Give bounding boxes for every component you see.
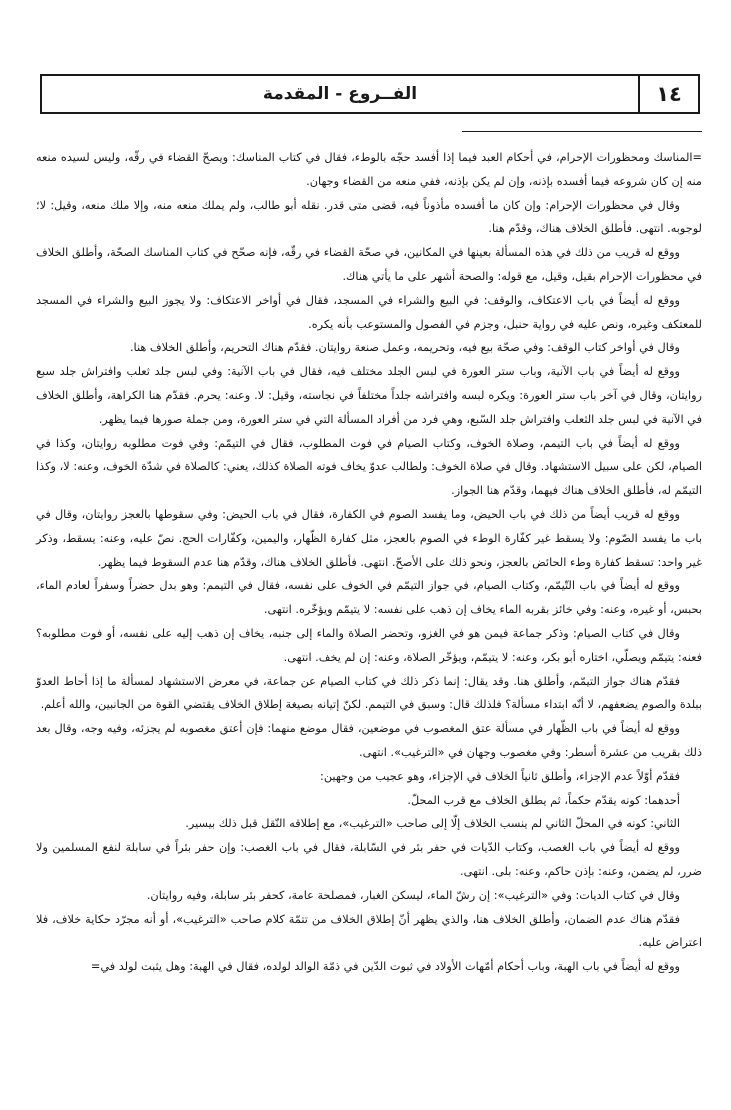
paragraph: أحدهما: كونه يقدّم حكماً، ثم يطلق الخلاف مع قرب المحلّ. [407, 793, 680, 807]
paragraph: ووقع له أيضاً في باب الغصب، وكتاب الدّيات في حفر بئر في السّابلة، فقال في باب الغصب: وإن حفر بئراً في سابلة لنفع المسلمين ولا ضرر، لم يضمن، وعنه: بإذن حاكم، وعنه: بلى. انتهى. [36, 841, 702, 878]
paragraph: ووقع له أيضاً في باب الاعتكاف، والوقف: في البيع والشراء في المسجد، فقال في أواخر الاعتكاف: ولا يجوز البيع والشراء في المسجد للمعتكف وغيره، ونص عليه في رواية حنبل، وجزم في الفصول والمستوعب بأنه يكره. [36, 293, 702, 331]
paragraph: ووقع له قريب من ذلك في هذه المسألة بعينها في المكانين، في صحّة القضاء في رقّه، فإنه صحّح في كتاب المناسك الصحّة، وأطلق الخلاف في محظورات الإحرام بقيل، وقيل، مع قوله: والصحة أشهر على ما يأتي هناك. [36, 246, 702, 283]
paragraph: الثاني: كونه في المحلّ الثاني لم ينسب الخلاف إلّا إلى صاحب «الترغيب»، مع إطلاقه النّقل قبل ذلك بيسير. [185, 817, 680, 831]
paragraph: ووقع له قريب أيضاً من ذلك في باب الحيض، وما يفسد الصوم في الكفارة، فقال في باب الحيض: وفي سقوطها بالعجز روايتان، وقال في باب ما يفسد الصّوم: ولا يسقط غير كفّارة الوطء في الصوم بالعجز، مثل كفارة الظّهار، واليمين، وكفّارات الحج. نصّ عليه، وعنه: يسقط، وذكر غير واحد: تسقط كفارة وطء الحائض بالعجز، ونحو ذلك على الأصحّ. انتهى. فأطلق الخلاف هناك، وقدّم هنا عدم السقوط فيما يظهر. [36, 507, 702, 569]
paragraph: ووقع له أيضاً في باب الظّهار في مسألة عتق المغصوب في موضعين، فقال موضع منهما: فإن أعتق مغصوبه لم يجزئه، وفيه وجه، وقال بعد ذلك بقريب من عشرة أسطر: وفي مغصوب وجهان في «الترغيب». انتهى. [36, 722, 702, 759]
page-number: ١٤ [638, 76, 698, 112]
page-header [40, 74, 700, 114]
paragraph: وقال في أواخر كتاب الوقف: وفي صحّة بيع فيه، وتحريمه، وعمل صنعة روايتان. فقدّم هناك التحريم، وأطلق الخلاف هنا. [129, 341, 680, 355]
paragraph: وقال في كتاب الصيام: وذكر جماعة فيمن هو في الغزو، وتحضر الصلاة والماء إلى جنبه، يخاف إن ذهب إليه على نفسه، أو فوت مطلوبه؟ فعنه: يتيمّم ويصلّي، اختاره أبو بكر، وعنه: لا يتيمّم، ويؤخّر الصلاة، وعنه: إن لم يخف. انتهى. [36, 626, 702, 664]
paragraph: وقال في كتاب الديات: وفي «الترغيب»: إن رشّ الماء، ليسكن الغبار، فمصلحة عامة، كحفر بئر سابلة، وفيه روايتان. [146, 888, 680, 902]
paragraph: ووقع له أيضاً في باب التيمم، وصلاة الخوف، وكتاب الصيام في فوت المطلوب، فقال في التيمّم: وفي فوت مطلوبه روايتان، وكذا في الصيام، لكن على سبيل الاستشهاد. وقال في صلاة الخوف: ولطالب عدوّ يخاف فوته الصلاة كذلك، يعني: كالصلاة في شدّة الخوف، وعنه: لا، وكذا التيمّم له، فأطلق الخلاف هناك فيهما، وقدّم هنا الجواز. [36, 436, 702, 498]
body-text [36, 146, 702, 979]
paragraph: ووقع له أيضاً في باب الهبة، وباب أحكام أمّهات الأولاد في ثبوت الدّين في ذمّة الوالد لولده، فقال في الهبة: وهل يثبت لولد في= [90, 960, 680, 974]
paragraph: وقال في محظورات الإحرام: وإن كان ما أفسده مأذوناً فيه، قضى متى قدر. نقله أبو طالب، ولم يملك منعه منه، وإلا ملك منعه، وقيل: لا؛ لوجوبه. انتهى. فأطلق الخلاف هناك، وقدّم هنا. [36, 198, 702, 236]
footnote-separator-rule [462, 131, 702, 132]
running-title: الفــروع - المقدمة [262, 84, 418, 104]
paragraph: ووقع له أيضاً في باب التّيمّم، وكتاب الصيام، في جواز التيمّم في الخوف على نفسه، فقال في التيمم: وهو بدل حضراً وسفراً لعادم الماء، بحبس، أو غيره، وعنه: وفي خائز بقربه الماء يخاف إن ذهب على نفسه: لا يتيمّم ويؤخّره. انتهى. [36, 579, 702, 617]
paragraph: فقدّم هناك جواز التيمّم، وأطلق هنا. وقد يقال: إنما ذكر ذلك في كتاب الصيام عن جماعة، في معرض الاستشهاد لمسألة ما إذا أحاط العدوّ ببلدة والصوم يضعفهم، لا أنّه ابتداء مسألة؟ فلذلك قال: وسبق في التيمم. لكنّ إتيانه بصيغة إطلاق الخلاف يقتضي القوة من الجانبين، والله أعلم. [36, 674, 702, 712]
paragraph: ووقع له أيضاً في باب الآنية، وباب ستر العورة في لبس الجلد مختلف فيه، فقال في باب الآنية: وفي لبس جلد ثعلب وافتراش جلد سبع روايتان، وقال في آخر باب ستر العورة: ويكره لبسه وافتراشه جلداً مختلفاً في نجاسته، وقيل: لا. وعنه: يحرم. فقدّم هنا الكراهة، وأطلق الخلاف في الآنية في لبس جلد الثعلب وافتراش جلد السّبع، وهي فرد من أفراد المسألة التي في ستر العورة، ومن جملة صورها فيما يظهر. [36, 365, 702, 426]
paragraph: فقدّم هناك عدم الضمان، وأطلق الخلاف هنا، والذي يظهر أنّ إطلاق الخلاف من تتمّة كلام صاحب «الترغيب»، أو أنه مجرّد حكاية خلاف، فلا اعتراض عليه. [36, 912, 702, 950]
paragraph: فقدّم أوّلاً عدم الإجزاء، وأطلق ثانياً الخلاف في الإجزاء، وهو عجيب من وجهين: [320, 769, 680, 783]
paragraph: =المناسك ومحظورات الإحرام، في أحكام العبد فيما إذا أفسد حجّه بالوطء، فقال في كتاب المناسك: ويصحّ القضاء في رقّه، وليس لسيده منعه منه إن كان شروعه فيما أفسده بإذنه، وإن لم يكن بإذنه، ففي منعه من القضاء وجهان. [36, 151, 702, 188]
